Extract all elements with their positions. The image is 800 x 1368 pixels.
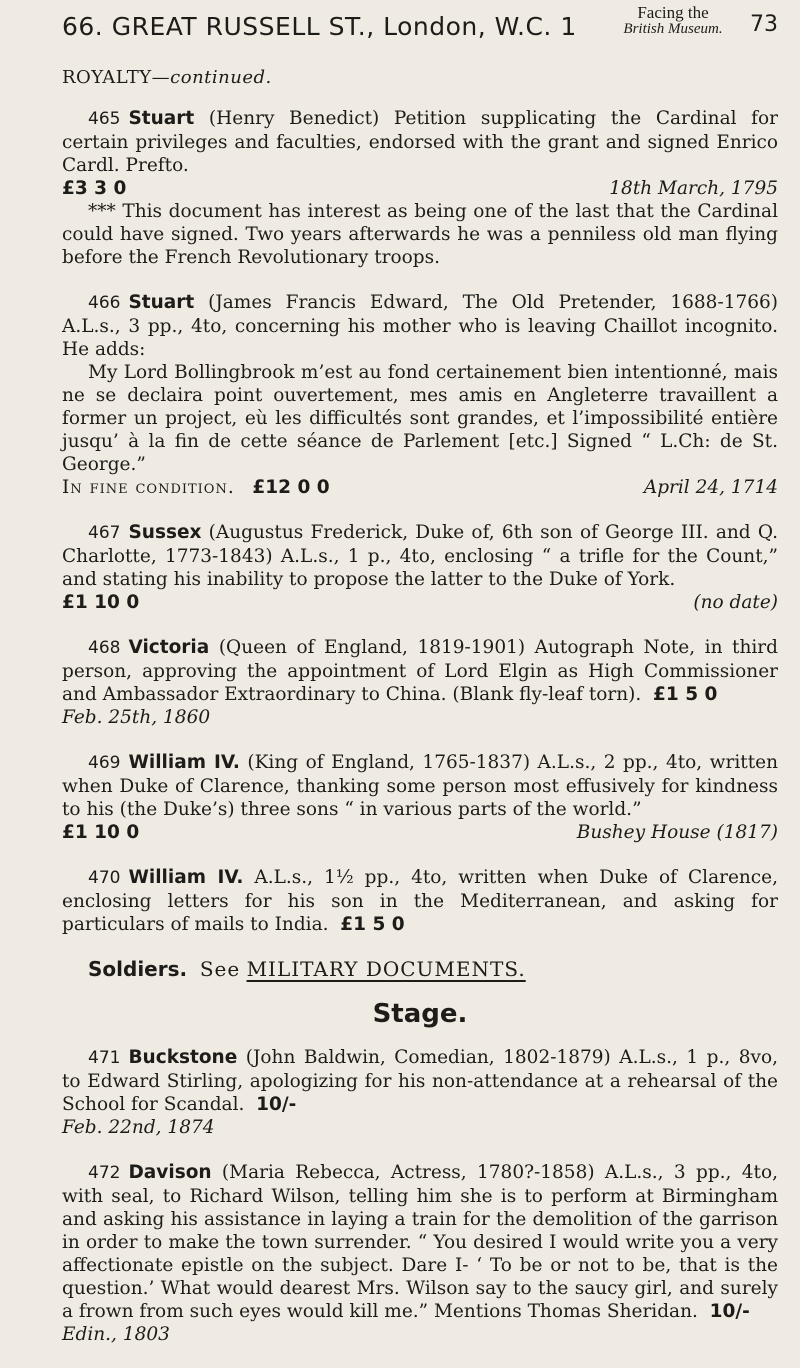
entry-body xyxy=(62,1046,778,1116)
entry-date: Feb. 22nd, 1874 xyxy=(62,1117,215,1138)
entry-body xyxy=(62,751,778,821)
entry-name: Stuart xyxy=(128,292,195,313)
entry-name: Sussex xyxy=(128,522,202,543)
catalogue-entry-467 xyxy=(62,521,778,614)
soldiers-label: Soldiers. xyxy=(88,957,188,981)
entry-name: Stuart xyxy=(128,108,195,129)
soldiers-see xyxy=(200,957,526,981)
entry-date: Edin., 1803 xyxy=(62,1324,170,1345)
section-heading xyxy=(62,66,778,89)
soldiers-cross-reference xyxy=(88,958,778,981)
entry-body xyxy=(62,521,778,591)
entry-date: Bushey House (1817) xyxy=(576,822,778,843)
entry-number: 471 xyxy=(88,1048,121,1068)
facing-line-1: Facing the xyxy=(637,3,709,22)
catalogue-entry-466 xyxy=(62,291,778,499)
entry-price: £12 0 0 xyxy=(252,477,330,498)
entry-note: *** This document has interest as being one of the last that the Cardinal could have signed. Two years afterwards he was a penniless old man flying before the French Revolutionary troops. xyxy=(62,201,778,268)
entry-condition: In fine condition. xyxy=(62,477,235,498)
page-header xyxy=(62,4,778,56)
catalogue-entry-465 xyxy=(62,107,778,269)
entry-text: (King of England, 1765-1837) A.L.s., 2 pp., 4to, written when Duke of Clarence, thanking some person most effusively for kindness to his (the Duke’s) three sons “ in various parts of the world.” xyxy=(62,752,778,820)
entry-price: 10/- xyxy=(709,1301,750,1322)
entry-name: Buckstone xyxy=(128,1047,238,1068)
header-facing-note xyxy=(598,4,748,38)
entry-price: £1 10 0 xyxy=(62,822,140,843)
entry-number: 472 xyxy=(88,1163,121,1183)
entry-name: William IV. xyxy=(128,867,244,888)
entry-name: Davison xyxy=(128,1162,212,1183)
price-date-line xyxy=(62,177,778,200)
entry-text: (Maria Rebecca, Actress, 1780?-1858) A.L.s., 3 pp., 4to, with seal, to Richard Wilson, telling him she is to perform at Birmingham and asking his assistance in laying a train for the demolition of the garrison in order to make the town surrender. “ You desired I would write you a very affectionate epistle on the subject. Dare I- ‘ To be or not to be, that is the question.’ What would dearest Mrs. Wilson say to the saucy girl, and surely a frown from such eyes would kill me.” Mentions Thomas Sheridan. xyxy=(62,1162,778,1322)
section-title: ROYALTY— xyxy=(62,67,171,88)
catalogue-entry-468 xyxy=(62,636,778,729)
entry-date: 18th March, 1795 xyxy=(609,178,778,199)
header-address: 66. GREAT RUSSELL ST., London, W.C. 1 xyxy=(62,12,577,41)
entry-number: 466 xyxy=(88,293,121,313)
catalogue-entry-469 xyxy=(62,751,778,844)
military-documents-link[interactable]: MILITARY DOCUMENTS. xyxy=(246,957,526,981)
catalogue-entry-471 xyxy=(62,1046,778,1139)
condition-price xyxy=(62,476,330,499)
entry-body xyxy=(62,636,778,706)
entry-text: (John Baldwin, Comedian, 1802-1879) A.L.s., 1 p., 8vo, to Edward Stirling, apologizing for his non-attendance at a rehearsal of the School for Scandal. xyxy=(62,1047,778,1115)
catalogue-content xyxy=(62,66,778,1368)
entry-body xyxy=(62,291,778,361)
see-word: See xyxy=(199,957,241,981)
entry-name: Victoria xyxy=(128,637,210,658)
price-date-line xyxy=(62,821,778,844)
entry-text: (Augustus Frederick, Duke of, 6th son of George III. and Q. Charlotte, 1773-1843) A.L.s., 1 p., 4to, enclosing “ a trifle for the Count,” and stating his inability to propose the latter to the Duke of York. xyxy=(62,522,778,590)
entry-number: 469 xyxy=(88,753,121,773)
entry-name: William IV. xyxy=(128,752,240,773)
entry-number: 465 xyxy=(88,109,121,129)
entry-price: £1 10 0 xyxy=(62,592,140,613)
facing-line-2: British Museum. xyxy=(623,21,723,37)
entry-price: £3 3 0 xyxy=(62,178,127,199)
entry-text: (James Francis Edward, The Old Pretender, 1688-1766) A.L.s., 3 pp., 4to, concerning his mother who is leaving Chaillot incognito. He adds: xyxy=(62,292,778,360)
entry-date: April 24, 1714 xyxy=(643,477,778,498)
entry-body xyxy=(62,107,778,177)
price-date-line xyxy=(62,591,778,614)
entry-price: 10/- xyxy=(256,1094,297,1115)
section-continued: continued. xyxy=(170,67,272,88)
entry-price: £1 5 0 xyxy=(340,914,405,935)
entry-text: A.L.s., 1½ pp., 4to, written when Duke of Clarence, enclosing letters for his son in the Mediterranean, and asking for particulars of mails to India. xyxy=(62,867,778,935)
price-date-line xyxy=(62,476,778,499)
entry-number: 467 xyxy=(88,523,121,543)
entry-quote: My Lord Bollingbrook m’est au fond certainement bien intentionné, mais ne se declaira point ouvertement, mes amis en Angleterre travaillent a former un project, eù les difficultés sont grandes, et l’impossibilité entière jusqu’ à la fin de cette séance de Parlement [etc.] Signed “ L.Ch: de St. George.” xyxy=(62,362,778,475)
entry-date: Feb. 25th, 1860 xyxy=(62,707,211,728)
entry-date: (no date) xyxy=(693,592,778,613)
entry-body xyxy=(62,1161,778,1323)
entry-text: (Henry Benedict) Petition supplicating the Cardinal for certain privileges and faculties, endorsed with the grant and signed Enrico Cardl. Prefto. xyxy=(62,108,778,176)
catalogue-entry-470 xyxy=(62,866,778,936)
catalogue-entry-472 xyxy=(62,1161,778,1346)
entry-text: (Queen of England, 1819-1901) Autograph Note, in third person, approving the appointment of Lord Elgin as High Commissioner and Ambassador Extraordinary to China. (Blank fly-leaf torn). xyxy=(62,637,778,705)
entry-price: £1 5 0 xyxy=(653,684,718,705)
entry-number: 468 xyxy=(88,638,121,658)
stage-heading: Stage. xyxy=(372,999,468,1029)
entry-body xyxy=(62,866,778,936)
page-number: 73 xyxy=(750,12,778,37)
entry-number: 470 xyxy=(88,868,121,888)
